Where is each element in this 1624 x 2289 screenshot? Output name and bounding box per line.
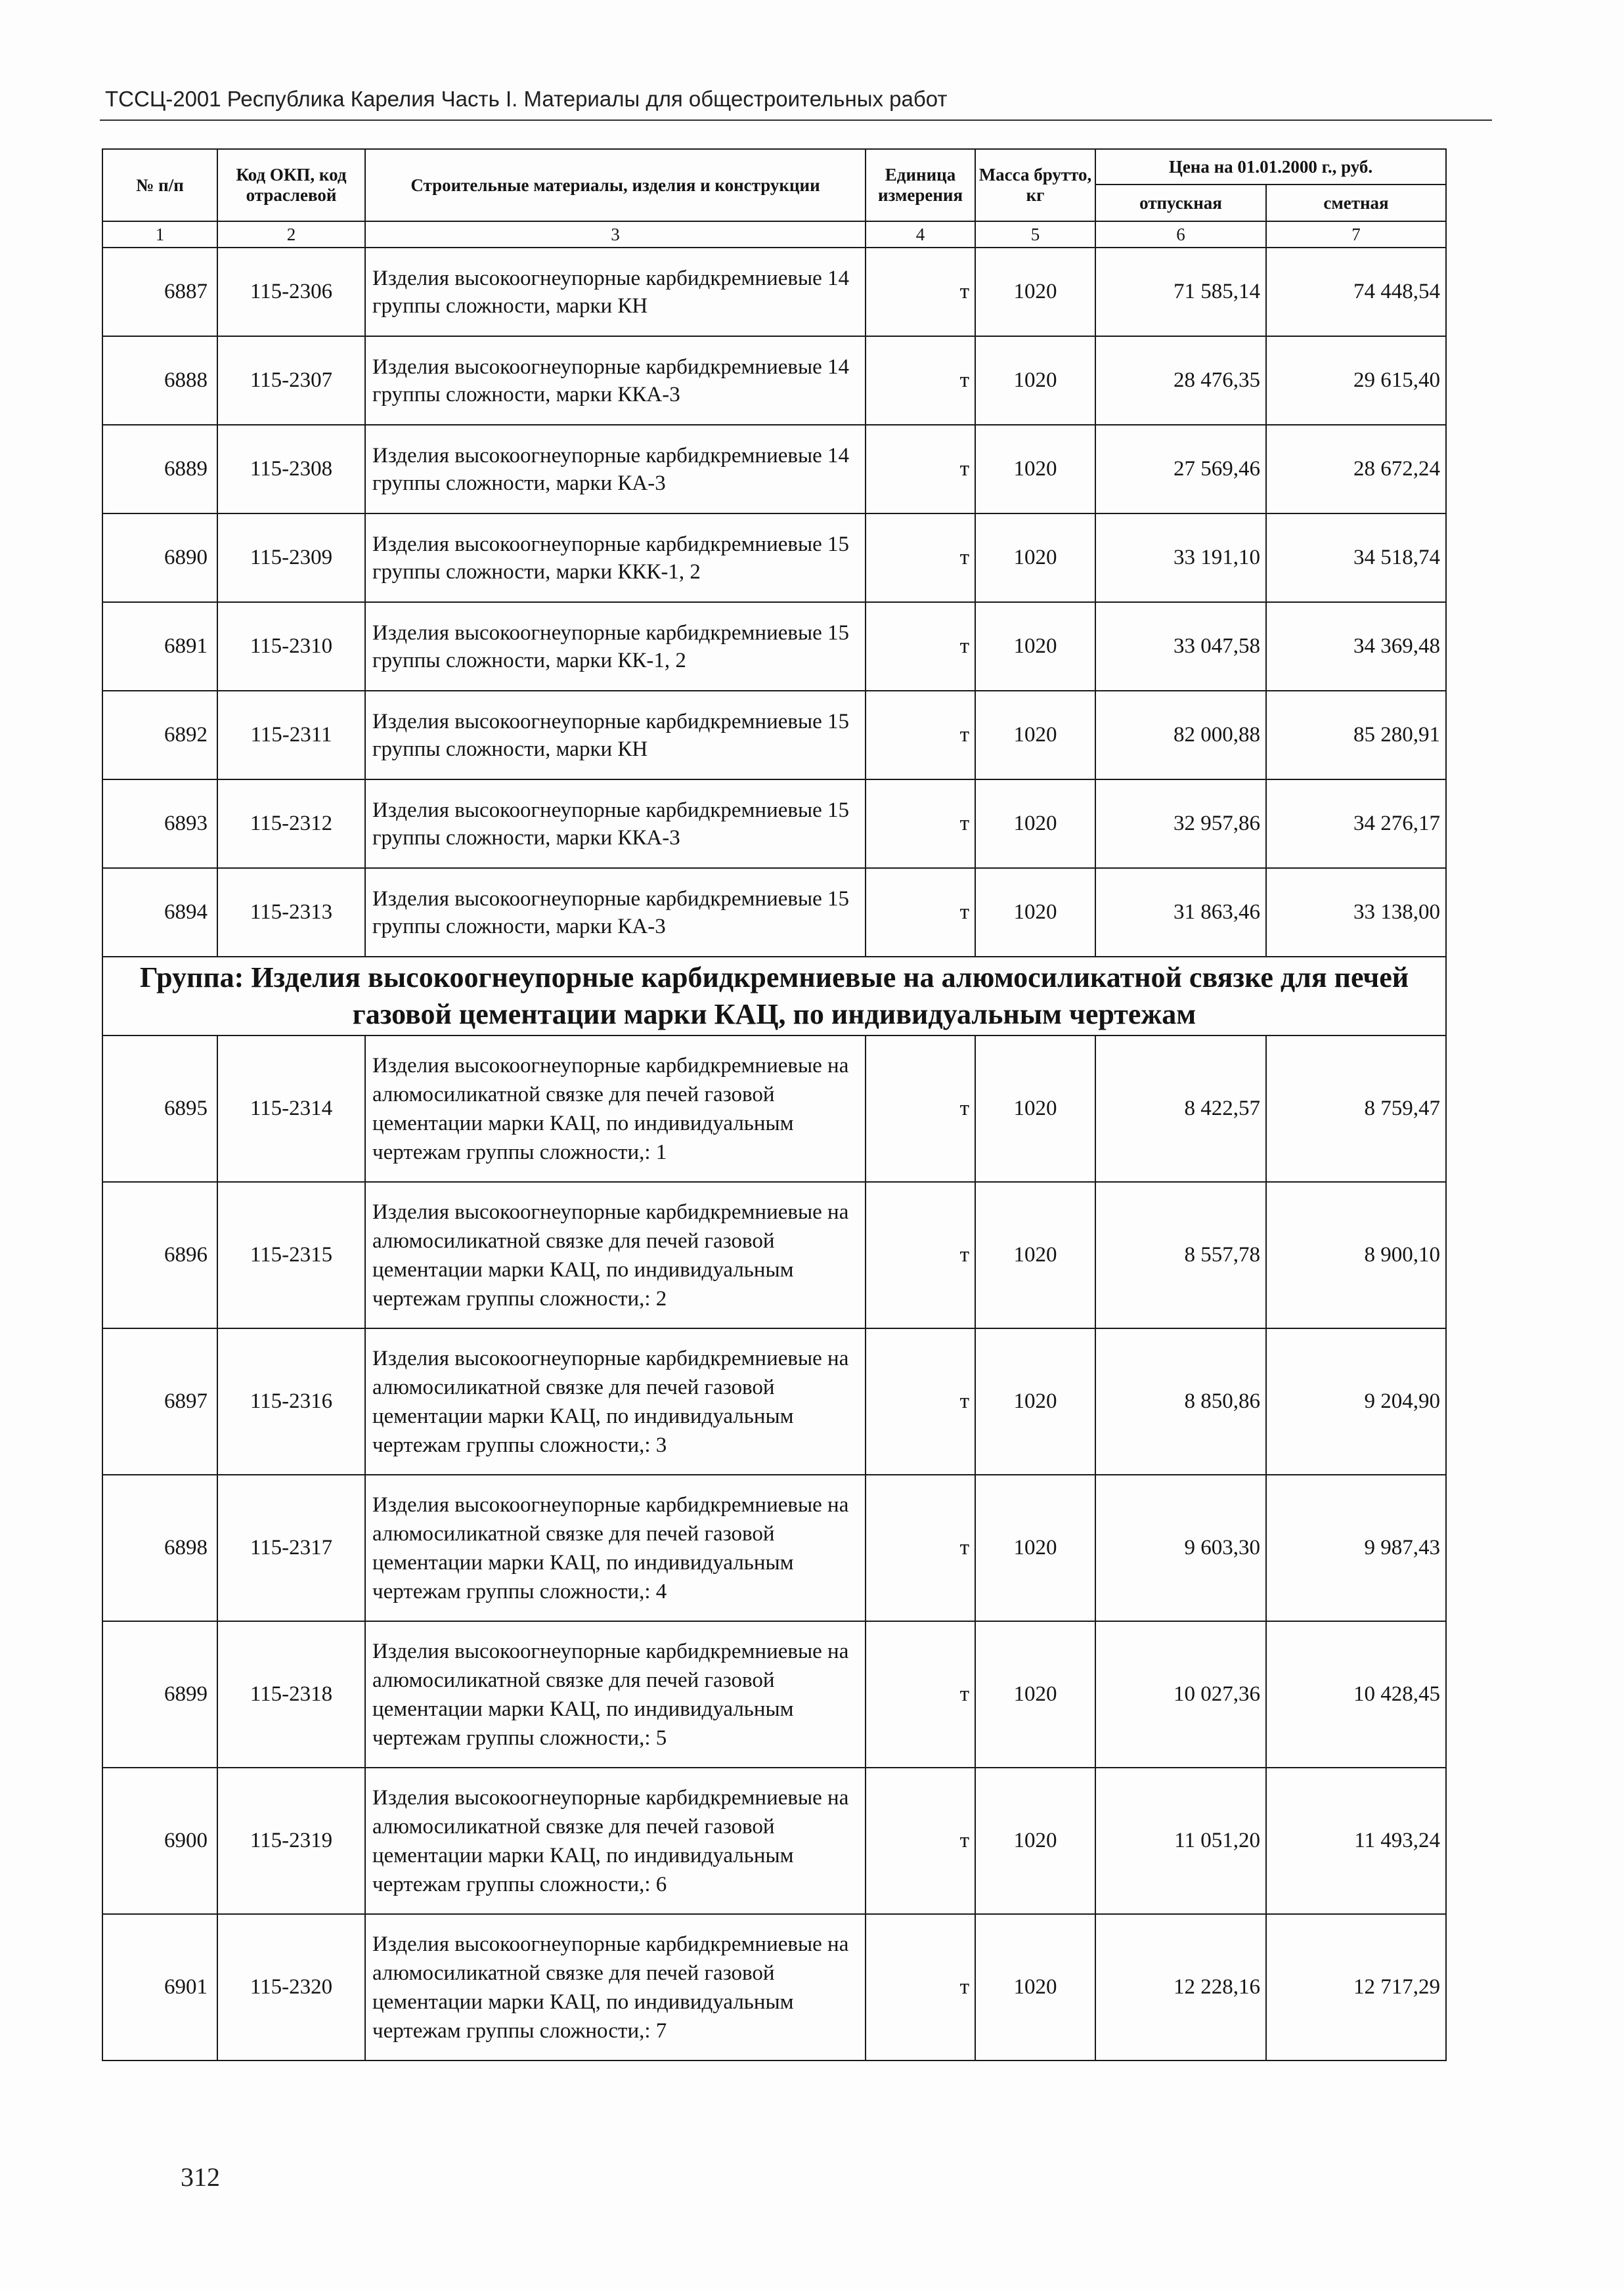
- okp-code: 115-2319: [217, 1768, 365, 1914]
- price-release-cell: 33 191,10: [1095, 513, 1266, 602]
- column-number: 7: [1266, 221, 1446, 248]
- mass-cell: 1020: [975, 602, 1095, 691]
- mass-cell: 1020: [975, 1475, 1095, 1621]
- row-number: 6899: [102, 1621, 217, 1768]
- price-estimate-cell: 34 369,48: [1266, 602, 1446, 691]
- mass-cell: 1020: [975, 336, 1095, 425]
- okp-code: 115-2318: [217, 1621, 365, 1768]
- price-release-cell: 27 569,46: [1095, 425, 1266, 513]
- unit-cell: т: [866, 779, 975, 868]
- group-title: Группа: Изделия высокоогнеупорные карбидкремниевые на алюмосиликатной связке для печей газовой цементации марки КАЦ, по индивидуальным чертежам: [102, 957, 1446, 1036]
- table-row: [102, 1621, 1446, 1768]
- okp-code: 115-2311: [217, 691, 365, 779]
- unit-cell: т: [866, 1182, 975, 1328]
- material-name: Изделия высокоогнеупорные карбидкремниевые 15 группы сложности, марки КК-1, 2: [365, 602, 866, 691]
- material-name: Изделия высокоогнеупорные карбидкремниевые на алюмосиликатной связке для печей газовой цементации марки КАЦ, по индивидуальным чертежам группы сложности,: 5: [365, 1621, 866, 1768]
- price-release-cell: 9 603,30: [1095, 1475, 1266, 1621]
- price-estimate-cell: 8 759,47: [1266, 1036, 1446, 1182]
- okp-code: 115-2312: [217, 779, 365, 868]
- price-release-cell: 11 051,20: [1095, 1768, 1266, 1914]
- group-heading-row: [102, 957, 1446, 1036]
- material-name: Изделия высокоогнеупорные карбидкремниевые на алюмосиликатной связке для печей газовой цементации марки КАЦ, по индивидуальным чертежам группы сложности,: 6: [365, 1768, 866, 1914]
- column-number: 5: [975, 221, 1095, 248]
- price-release-cell: 71 585,14: [1095, 248, 1266, 336]
- row-number: 6892: [102, 691, 217, 779]
- table-row: [102, 425, 1446, 513]
- header-okp-code: Код ОКП, код отраслевой: [217, 149, 365, 221]
- price-estimate-cell: 34 276,17: [1266, 779, 1446, 868]
- material-name: Изделия высокоогнеупорные карбидкремниевые 15 группы сложности, марки КН: [365, 691, 866, 779]
- okp-code: 115-2316: [217, 1328, 365, 1475]
- price-estimate-cell: 12 717,29: [1266, 1914, 1446, 2060]
- okp-code: 115-2313: [217, 868, 365, 957]
- row-number: 6889: [102, 425, 217, 513]
- header-price-group: Цена на 01.01.2000 г., руб.: [1095, 149, 1446, 185]
- mass-cell: 1020: [975, 1036, 1095, 1182]
- mass-cell: 1020: [975, 1621, 1095, 1768]
- okp-code: 115-2317: [217, 1475, 365, 1621]
- unit-cell: т: [866, 1475, 975, 1621]
- unit-cell: т: [866, 513, 975, 602]
- mass-cell: 1020: [975, 779, 1095, 868]
- row-number: 6894: [102, 868, 217, 957]
- table-row: [102, 1182, 1446, 1328]
- mass-cell: 1020: [975, 868, 1095, 957]
- price-estimate-cell: 74 448,54: [1266, 248, 1446, 336]
- header-rule: [100, 120, 1492, 121]
- material-name: Изделия высокоогнеупорные карбидкремниевые 14 группы сложности, марки КА-3: [365, 425, 866, 513]
- price-estimate-cell: 33 138,00: [1266, 868, 1446, 957]
- column-number: 6: [1095, 221, 1266, 248]
- mass-cell: 1020: [975, 248, 1095, 336]
- header-mass: Масса брутто, кг: [975, 149, 1095, 221]
- table-row: [102, 1328, 1446, 1475]
- table-row: [102, 1475, 1446, 1621]
- price-release-cell: 28 476,35: [1095, 336, 1266, 425]
- material-name: Изделия высокоогнеупорные карбидкремниевые 15 группы сложности, марки ККА-3: [365, 779, 866, 868]
- mass-cell: 1020: [975, 1914, 1095, 2060]
- header-unit: Единица измерения: [866, 149, 975, 221]
- unit-cell: т: [866, 425, 975, 513]
- material-name: Изделия высокоогнеупорные карбидкремниевые на алюмосиликатной связке для печей газовой цементации марки КАЦ, по индивидуальным чертежам группы сложности,: 2: [365, 1182, 866, 1328]
- header-num: № п/п: [102, 149, 217, 221]
- row-number: 6891: [102, 602, 217, 691]
- unit-cell: т: [866, 248, 975, 336]
- table-row: [102, 779, 1446, 868]
- row-number: 6895: [102, 1036, 217, 1182]
- table-row: [102, 513, 1446, 602]
- unit-cell: т: [866, 1621, 975, 1768]
- column-number: 3: [365, 221, 866, 248]
- mass-cell: 1020: [975, 513, 1095, 602]
- unit-cell: т: [866, 336, 975, 425]
- okp-code: 115-2309: [217, 513, 365, 602]
- okp-code: 115-2306: [217, 248, 365, 336]
- table-body: [102, 221, 1446, 2060]
- row-number: 6896: [102, 1182, 217, 1328]
- price-estimate-cell: 11 493,24: [1266, 1768, 1446, 1914]
- table-row: [102, 1036, 1446, 1182]
- row-number: 6893: [102, 779, 217, 868]
- material-name: Изделия высокоогнеупорные карбидкремниевые 14 группы сложности, марки КН: [365, 248, 866, 336]
- price-release-cell: 8 557,78: [1095, 1182, 1266, 1328]
- row-number: 6898: [102, 1475, 217, 1621]
- material-name: Изделия высокоогнеупорные карбидкремниевые на алюмосиликатной связке для печей газовой цементации марки КАЦ, по индивидуальным чертежам группы сложности,: 1: [365, 1036, 866, 1182]
- table-row: [102, 248, 1446, 336]
- okp-code: 115-2308: [217, 425, 365, 513]
- table-row: [102, 868, 1446, 957]
- page-number: 312: [181, 2162, 220, 2192]
- price-estimate-cell: 10 428,45: [1266, 1621, 1446, 1768]
- row-number: 6900: [102, 1768, 217, 1914]
- okp-code: 115-2320: [217, 1914, 365, 2060]
- material-name: Изделия высокоогнеупорные карбидкремниевые 15 группы сложности, марки КА-3: [365, 868, 866, 957]
- unit-cell: т: [866, 1768, 975, 1914]
- table-row: [102, 336, 1446, 425]
- unit-cell: т: [866, 1036, 975, 1182]
- header-material-name: Строительные материалы, изделия и конструкции: [365, 149, 866, 221]
- price-release-cell: 12 228,16: [1095, 1914, 1266, 2060]
- price-estimate-cell: 34 518,74: [1266, 513, 1446, 602]
- mass-cell: 1020: [975, 691, 1095, 779]
- unit-cell: т: [866, 1328, 975, 1475]
- okp-code: 115-2314: [217, 1036, 365, 1182]
- row-number: 6887: [102, 248, 217, 336]
- price-release-cell: 82 000,88: [1095, 691, 1266, 779]
- table-row: [102, 602, 1446, 691]
- table-header: [102, 149, 1446, 221]
- price-release-cell: 31 863,46: [1095, 868, 1266, 957]
- price-release-cell: 8 850,86: [1095, 1328, 1266, 1475]
- price-estimate-cell: 9 204,90: [1266, 1328, 1446, 1475]
- row-number: 6888: [102, 336, 217, 425]
- price-release-cell: 10 027,36: [1095, 1621, 1266, 1768]
- price-release-cell: 32 957,86: [1095, 779, 1266, 868]
- material-name: Изделия высокоогнеупорные карбидкремниевые 15 группы сложности, марки ККК-1, 2: [365, 513, 866, 602]
- okp-code: 115-2315: [217, 1182, 365, 1328]
- mass-cell: 1020: [975, 1768, 1095, 1914]
- row-number: 6897: [102, 1328, 217, 1475]
- table-row: [102, 691, 1446, 779]
- column-number: 1: [102, 221, 217, 248]
- column-number-row: [102, 221, 1446, 248]
- unit-cell: т: [866, 691, 975, 779]
- column-number: 2: [217, 221, 365, 248]
- row-number: 6901: [102, 1914, 217, 2060]
- table-row: [102, 1914, 1446, 2060]
- mass-cell: 1020: [975, 1182, 1095, 1328]
- material-name: Изделия высокоогнеупорные карбидкремниевые 14 группы сложности, марки ККА-3: [365, 336, 866, 425]
- price-table: [102, 148, 1447, 2061]
- row-number: 6890: [102, 513, 217, 602]
- price-estimate-cell: 29 615,40: [1266, 336, 1446, 425]
- header-price-release: отпускная: [1095, 185, 1266, 221]
- mass-cell: 1020: [975, 425, 1095, 513]
- okp-code: 115-2310: [217, 602, 365, 691]
- column-number: 4: [866, 221, 975, 248]
- header-price-estimate: сметная: [1266, 185, 1446, 221]
- price-release-cell: 8 422,57: [1095, 1036, 1266, 1182]
- unit-cell: т: [866, 1914, 975, 2060]
- material-name: Изделия высокоогнеупорные карбидкремниевые на алюмосиликатной связке для печей газовой цементации марки КАЦ, по индивидуальным чертежам группы сложности,: 3: [365, 1328, 866, 1475]
- table-row: [102, 1768, 1446, 1914]
- unit-cell: т: [866, 602, 975, 691]
- price-estimate-cell: 28 672,24: [1266, 425, 1446, 513]
- price-estimate-cell: 85 280,91: [1266, 691, 1446, 779]
- okp-code: 115-2307: [217, 336, 365, 425]
- unit-cell: т: [866, 868, 975, 957]
- mass-cell: 1020: [975, 1328, 1095, 1475]
- running-header: ТССЦ-2001 Республика Карелия Часть I. Материалы для общестроительных работ: [105, 87, 948, 111]
- price-estimate-cell: 8 900,10: [1266, 1182, 1446, 1328]
- price-estimate-cell: 9 987,43: [1266, 1475, 1446, 1621]
- price-release-cell: 33 047,58: [1095, 602, 1266, 691]
- material-name: Изделия высокоогнеупорные карбидкремниевые на алюмосиликатной связке для печей газовой цементации марки КАЦ, по индивидуальным чертежам группы сложности,: 7: [365, 1914, 866, 2060]
- material-name: Изделия высокоогнеупорные карбидкремниевые на алюмосиликатной связке для печей газовой цементации марки КАЦ, по индивидуальным чертежам группы сложности,: 4: [365, 1475, 866, 1621]
